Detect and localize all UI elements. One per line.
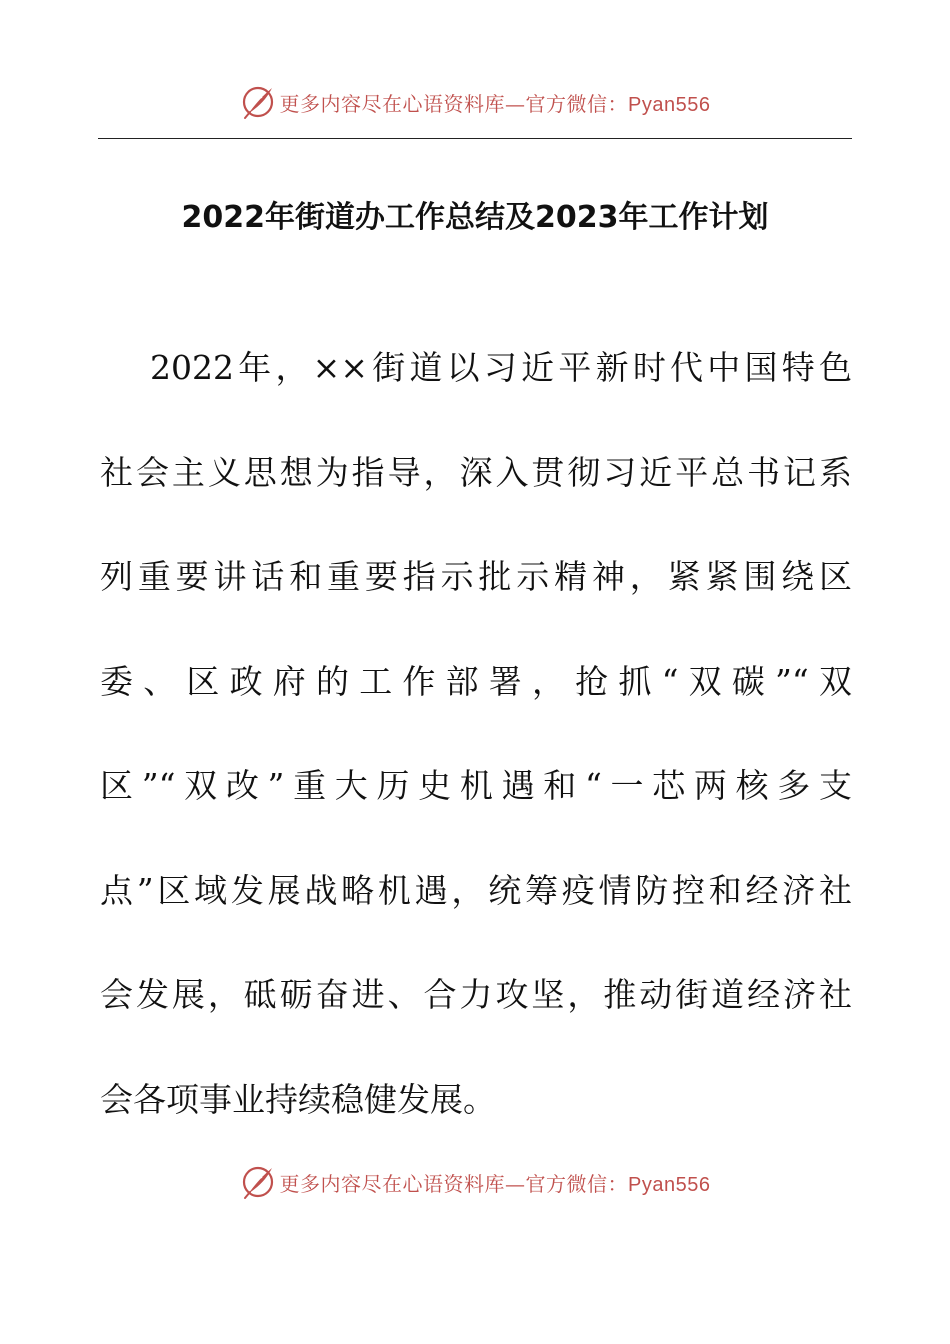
watermark-text: 更多内容尽在心语资料库—官方微信：Pyan556 xyxy=(279,1171,711,1196)
paragraph-line: 2022年，××街道以习近平新时代中国特色 xyxy=(150,348,852,387)
watermark-wechat-id: Pyan556 xyxy=(628,1173,711,1196)
quill-pen-icon xyxy=(240,84,276,120)
watermark-text: 更多内容尽在心语资料库—官方微信：Pyan556 xyxy=(279,91,711,116)
quill-pen-icon xyxy=(240,1164,276,1200)
paragraph-line: 会各项事业持续稳健发展。 xyxy=(100,1079,496,1119)
footer-watermark xyxy=(0,1162,950,1202)
header-watermark xyxy=(0,82,950,122)
body-paragraph xyxy=(100,316,852,1152)
paragraph-line: 点”区域发展战略机遇，统筹疫情防控和经济社 xyxy=(100,870,852,910)
paragraph-line: 列重要讲话和重要指示批示精神，紧紧围绕区 xyxy=(100,557,852,596)
paragraph-line: 区”“双改”重大历史机遇和“一芯两核多支 xyxy=(100,766,852,805)
paragraph-line: 会发展，砥砺奋进、合力攻坚，推动街道经济社 xyxy=(100,975,852,1014)
header-rule xyxy=(98,138,852,139)
paragraph-line: 委、区政府的工作部署，抢抓“双碳”“双 xyxy=(100,661,852,701)
paragraph-line: 社会主义思想为指导，深入贯彻习近平总书记系 xyxy=(100,452,852,492)
watermark-wechat-id: Pyan556 xyxy=(628,93,711,116)
document-title: 2022年街道办工作总结及2023年工作计划 xyxy=(181,200,769,235)
